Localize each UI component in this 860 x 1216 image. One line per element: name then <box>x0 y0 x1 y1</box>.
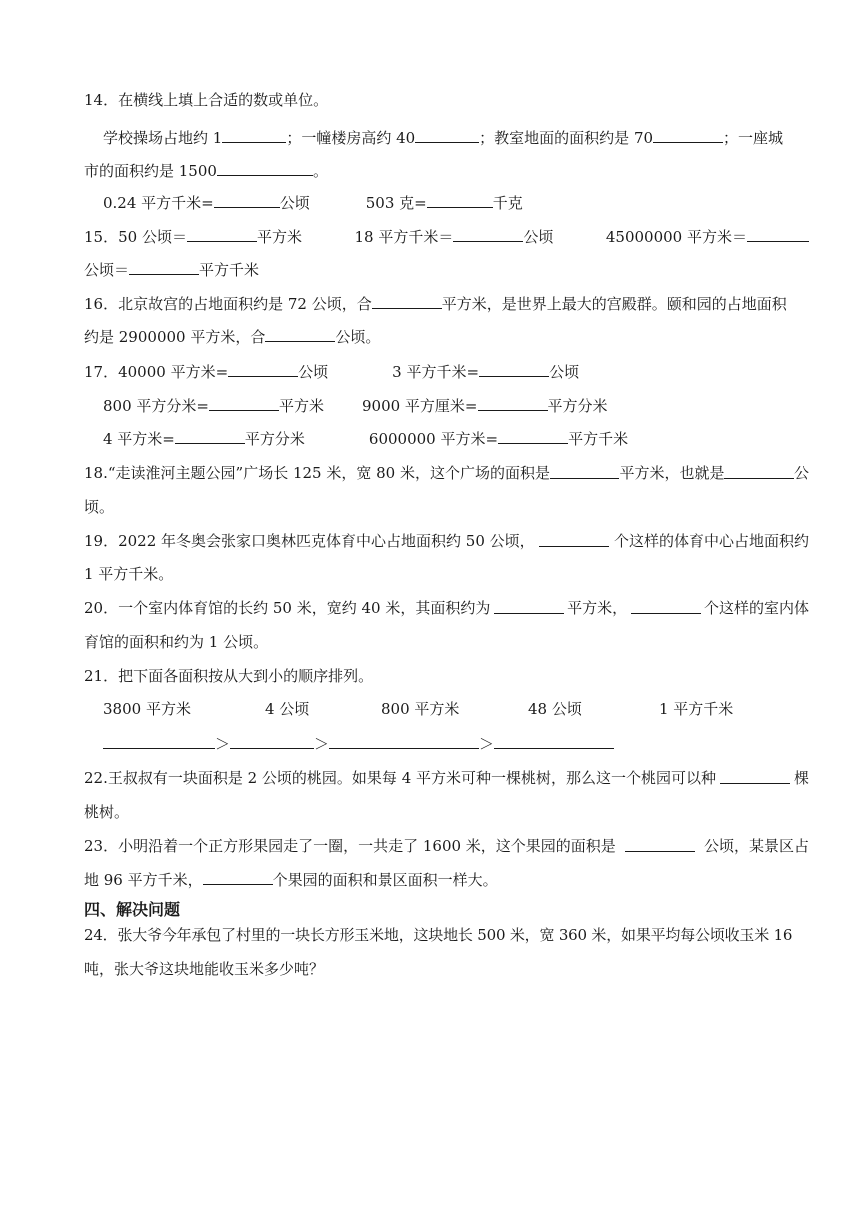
answer-blank[interactable] <box>222 127 286 143</box>
q15-text: 平方千米 <box>199 261 260 279</box>
q21-order-row <box>103 733 614 754</box>
q23-row-2 <box>84 869 498 890</box>
answer-blank[interactable] <box>228 361 298 377</box>
q21-item: 3800 平方米 <box>103 700 191 718</box>
q14-text: 市的面积约是 1500 <box>84 162 217 180</box>
answer-blank[interactable] <box>653 127 723 143</box>
q24-row-2: 吨，张大爷这块地能收玉米多少吨？ <box>84 960 325 978</box>
q22-row-2: 桃树。 <box>84 803 130 821</box>
q15-row-2 <box>84 259 259 280</box>
q20-text: 20．一个室内体育馆的长约 50 米，宽约 40 米，其面积约为 <box>84 599 491 617</box>
q15-text: 公顷 <box>523 228 554 246</box>
q17-text: 平方分米 <box>547 397 608 415</box>
q20-row-1 <box>84 598 809 618</box>
q18-row-2: 顷。 <box>84 498 115 516</box>
q23-row-1 <box>84 836 809 856</box>
answer-blank[interactable] <box>372 293 442 309</box>
q23-text: 地 96 平方千米， <box>84 871 203 889</box>
q16-text: 公顷。 <box>335 328 381 346</box>
q21-item: 4 公顷 <box>265 700 310 718</box>
q17-text: 17．40000 平方米= <box>84 363 229 381</box>
answer-blank[interactable] <box>724 463 793 479</box>
answer-blank[interactable] <box>129 259 199 275</box>
answer-blank[interactable] <box>498 428 568 444</box>
answer-blank[interactable] <box>175 428 245 444</box>
q14-row-3 <box>103 192 523 213</box>
answer-blank[interactable] <box>479 361 549 377</box>
q21-item: 48 公顷 <box>528 700 582 718</box>
q17-text: 6000000 平方米= <box>368 430 499 448</box>
answer-blank[interactable] <box>453 226 523 242</box>
q16-text: 16．北京故宫的占地面积约是 72 公顷，合 <box>84 295 372 313</box>
greater-than-sign: ＞ <box>215 735 231 753</box>
q15-text: 公顷＝ <box>84 261 130 279</box>
answer-blank[interactable] <box>494 598 564 614</box>
answer-blank[interactable] <box>203 869 273 885</box>
q22-text: 22.王叔叔有一块面积是 2 公顷的桃园。如果每 4 平方米可种一棵桃树，那么这一个桃园可以种 <box>84 769 717 787</box>
q21-items <box>103 699 733 719</box>
q20-text: 平方米， <box>567 599 628 617</box>
q17-text: 平方千米 <box>568 430 629 448</box>
q14-text: ；一座城 <box>723 129 784 147</box>
q17-text: 平方分米 <box>244 430 305 448</box>
answer-blank[interactable] <box>415 127 479 143</box>
q17-text: 公顷 <box>549 363 580 381</box>
q23-text: 公顷，某景区占 <box>703 837 809 855</box>
answer-blank[interactable] <box>625 836 695 852</box>
q16-text: 约是 2900000 平方米，合 <box>84 328 266 346</box>
q19-text: 个这样的体育中心占地面积约 <box>613 532 809 550</box>
answer-blank[interactable] <box>209 395 279 411</box>
q21-item: 800 平方米 <box>381 700 460 718</box>
answer-blank[interactable] <box>230 733 314 749</box>
answer-blank[interactable] <box>539 531 609 547</box>
answer-blank[interactable] <box>550 463 619 479</box>
q22-text: 棵 <box>793 769 809 787</box>
q15-text: 平方米 <box>256 228 302 246</box>
answer-blank[interactable] <box>103 733 215 749</box>
greater-than-sign: ＞ <box>314 735 330 753</box>
q17-text: 800 平方分米= <box>103 397 209 415</box>
q23-text: 23．小明沿着一个正方形果园走了一圈，一共走了 1600 米，这个果园的面积是 <box>84 837 616 855</box>
q14-text: ；一幢楼房高约 40 <box>286 129 416 147</box>
answer-blank[interactable] <box>747 226 809 242</box>
q20-row-2: 育馆的面积和约为 1 公顷。 <box>84 633 269 651</box>
q15-row-1 <box>84 226 809 247</box>
answer-blank[interactable] <box>427 192 493 208</box>
q17-row-3 <box>103 428 628 449</box>
answer-blank[interactable] <box>187 226 257 242</box>
greater-than-sign: ＞ <box>479 735 495 753</box>
q15-text: 18 平方千米＝ <box>354 228 454 246</box>
q16-row-2 <box>84 326 380 347</box>
q23-text: 个果园的面积和景区面积一样大。 <box>272 871 498 889</box>
answer-blank[interactable] <box>265 326 335 342</box>
q14-row-2 <box>84 160 328 181</box>
answer-blank[interactable] <box>494 733 614 749</box>
q15-text: 45000000 平方米＝ <box>605 228 747 246</box>
q18-text: 公 <box>793 464 809 482</box>
q15-text: 15．50 公顷＝ <box>84 228 187 246</box>
q24-row-1: 24．张大爷今年承包了村里的一块长方形玉米地，这块地长 500 米，宽 360 米，如果平均每公顷收玉米 16 <box>84 926 793 944</box>
q17-row-2 <box>103 395 608 416</box>
q20-text: 个这样的室内体 <box>703 599 809 617</box>
q21-item: 1 平方千米 <box>659 700 734 718</box>
section-heading: 四、解决问题 <box>84 900 181 919</box>
q19-row-2: 1 平方千米。 <box>84 565 174 583</box>
q19-row-1 <box>84 531 809 551</box>
q14-text: 。 <box>312 162 328 180</box>
q19-text: 19．2022 年冬奥会张家口奥林匹克体育中心占地面积约 50 公顷， <box>84 532 535 550</box>
answer-blank[interactable] <box>720 768 790 784</box>
q17-text: 公顷 <box>298 363 329 381</box>
q18-text: 平方米，也就是 <box>619 464 725 482</box>
q18-row-1 <box>84 463 809 483</box>
q14-row-1 <box>103 127 783 148</box>
q17-text: 平方米 <box>278 397 324 415</box>
q16-text: 平方米，是世界上最大的宫殿群。颐和园的占地面积 <box>441 295 787 313</box>
q17-text: 9000 平方厘米= <box>361 397 478 415</box>
answer-blank[interactable] <box>217 160 313 176</box>
q17-text: 3 平方千米= <box>392 363 480 381</box>
answer-blank[interactable] <box>214 192 280 208</box>
answer-blank[interactable] <box>631 598 701 614</box>
answer-blank[interactable] <box>478 395 548 411</box>
q18-text: 18.“走读淮河主题公园”广场长 125 米，宽 80 米，这个广场的面积是 <box>84 464 550 482</box>
q14-text: 学校操场占地约 1 <box>103 129 223 147</box>
answer-blank[interactable] <box>329 733 479 749</box>
q17-row-1 <box>84 361 579 382</box>
q17-text: 4 平方米= <box>103 430 175 448</box>
q21-prompt: 21．把下面各面积按从大到小的顺序排列。 <box>84 667 374 685</box>
q14-prompt: 14．在横线上填上合适的数或单位。 <box>84 91 329 109</box>
q14-text: 0.24 平方千米= <box>103 194 214 212</box>
q16-row-1 <box>84 293 787 314</box>
q14-text: 503 克= <box>365 194 427 212</box>
q14-text: 千克 <box>492 194 523 212</box>
q14-text: 公顷 <box>279 194 310 212</box>
q14-text: ；教室地面的面积约是 70 <box>479 129 654 147</box>
q22-row-1 <box>84 768 809 788</box>
